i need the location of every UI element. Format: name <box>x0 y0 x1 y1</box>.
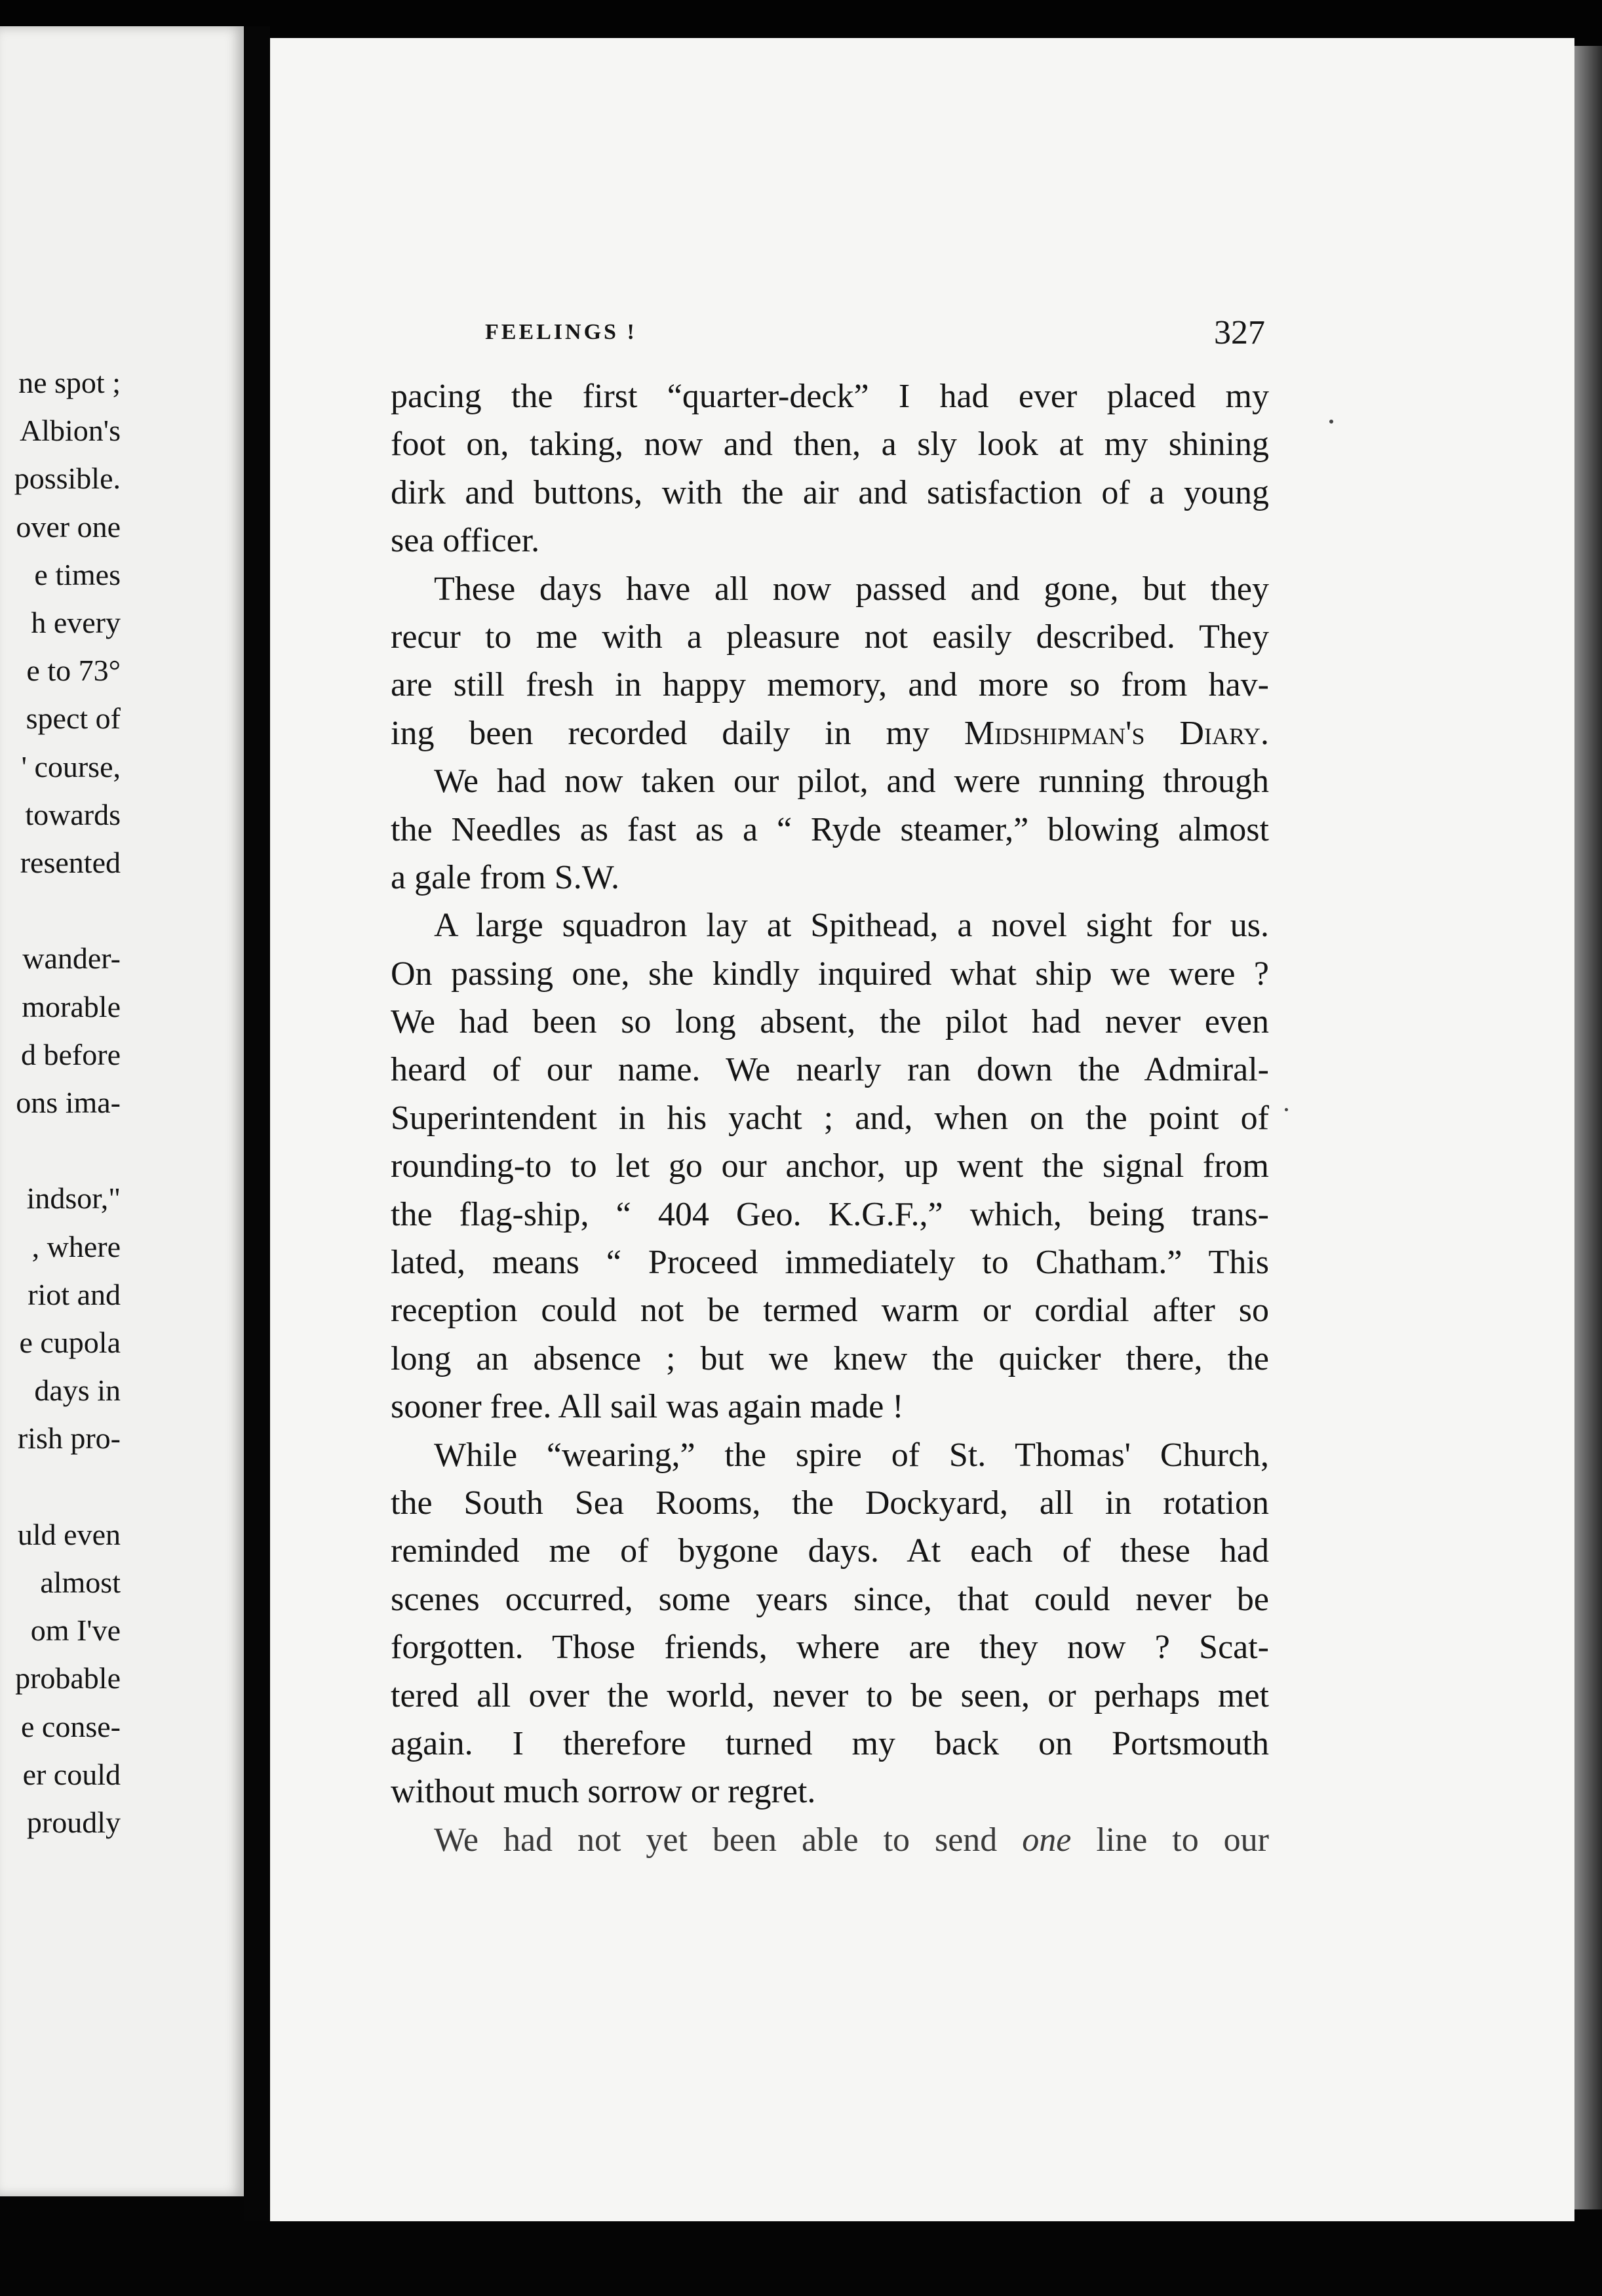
left-page-line: , where <box>31 1229 121 1263</box>
left-page-line: almost <box>40 1566 121 1599</box>
text-line: sooner free. All sail was again made ! <box>391 1388 904 1426</box>
text-line: foot on, taking, now and then, a sly look at my shining <box>391 426 1269 464</box>
text-line: the Needles as fast as a “ Ryde steamer,” blowing almost <box>391 810 1269 848</box>
left-page-line: d before <box>21 1037 121 1071</box>
left-page-line: over one <box>16 509 121 544</box>
text-line-with-smallcaps <box>391 709 1269 757</box>
text-line: sea officer. <box>391 522 540 560</box>
left-page-line: om I've <box>30 1613 121 1648</box>
text-line-with-italic <box>391 1816 1269 1864</box>
paragraph-2 <box>391 565 1269 758</box>
left-page-line: probable <box>15 1661 121 1695</box>
paragraph-1 <box>391 372 1269 565</box>
text-line: scenes occurred, some years since, that could never be <box>391 1580 1269 1618</box>
diary-title: Midshipman's Diary. <box>964 714 1269 752</box>
text-line: On passing one, she kindly inquired what ship we were ? <box>391 955 1269 993</box>
text-line: Superintendent in his yacht ; and, when on the point of <box>391 1099 1269 1137</box>
text-line: rounding-to to let go our anchor, up went the signal from <box>391 1147 1269 1185</box>
book-gutter <box>244 26 270 2229</box>
page-header <box>485 313 1265 359</box>
left-page-line: proudly <box>26 1806 121 1839</box>
text-line: A large squadron lay at Spithead, a novel sight for us. <box>434 907 1269 945</box>
left-page-line: morable <box>22 989 121 1023</box>
text-line: tered all over the world, never to be seen, or perhaps met <box>391 1676 1269 1714</box>
text-line: We had been so long absent, the pilot had never even <box>391 1003 1269 1041</box>
left-page-line: ons ima- <box>16 1086 121 1119</box>
text-line: reception could not be termed warm or cordial after so <box>391 1292 1269 1330</box>
text-line: pacing the first “quarter-deck” I had ever placed my <box>391 378 1269 415</box>
scan-speck <box>1285 1108 1288 1111</box>
text-line: the South Sea Rooms, the Dockyard, all in rotation <box>391 1484 1269 1522</box>
text-line: forgotten. Those friends, where are they now ? Scat- <box>391 1629 1269 1667</box>
text-line-start: We had not yet been able to send <box>434 1821 1023 1859</box>
text-line: reminded me of bygone days. At each of these had <box>391 1532 1269 1570</box>
left-page-line: possible. <box>14 462 121 496</box>
text-line-end: line to our <box>1071 1821 1269 1859</box>
left-page-line: spect of <box>26 702 121 736</box>
text-line-start: ing been recorded daily in my <box>391 714 964 752</box>
text-line: without much sorrow or regret. <box>391 1773 816 1811</box>
paragraph-3 <box>391 757 1269 901</box>
left-page-line: towards <box>25 797 121 831</box>
emphasized-word: one <box>1022 1821 1072 1859</box>
left-page-line: resented <box>20 846 121 879</box>
text-line: heard of our name. We nearly ran down the Admiral- <box>391 1051 1269 1089</box>
text-line: lated, means “ Proceed immediately to Chatham.” This <box>391 1244 1269 1282</box>
text-line: dirk and buttons, with the air and satisfaction of a young <box>391 473 1269 511</box>
text-line: long an absence ; but we knew the quicker there, the <box>391 1339 1269 1377</box>
left-page-line: e conse- <box>21 1709 121 1743</box>
left-page-line: e to 73° <box>26 654 121 688</box>
scan-speck <box>1329 420 1333 424</box>
page-number: 327 <box>1214 314 1265 351</box>
paragraph-4 <box>391 901 1269 1431</box>
left-page-line: wander- <box>22 941 121 976</box>
right-page-edge-shadow <box>1574 46 1602 2209</box>
text-line: a gale from S.W. <box>391 858 619 896</box>
paragraph-5 <box>391 1431 1269 1816</box>
text-line: the flag-ship, “ 404 Geo. K.G.F.,” which, being trans- <box>391 1195 1269 1233</box>
left-page-line: e times <box>34 557 121 591</box>
left-page-line: h every <box>31 606 121 639</box>
left-page-line: uld even <box>17 1517 121 1551</box>
body-text <box>391 372 1269 1864</box>
text-line: While “wearing,” the spire of St. Thomas' Church, <box>434 1436 1269 1474</box>
text-line: recur to me with a pleasure not easily described. They <box>391 618 1269 656</box>
left-page-line: indsor," <box>26 1181 121 1216</box>
running-head: FEELINGS ! <box>485 320 637 344</box>
left-page-line: days in <box>34 1374 121 1408</box>
text-line: These days have all now passed and gone, but they <box>434 570 1269 608</box>
scan-bottom-border <box>0 2221 1602 2296</box>
left-page-line: e cupola <box>19 1326 121 1359</box>
text-line: We had now taken our pilot, and were running through <box>434 762 1269 801</box>
left-page-line: rish pro- <box>17 1421 121 1455</box>
paragraph-6 <box>391 1816 1269 1864</box>
left-page-line: Albion's <box>20 414 121 448</box>
left-page-line: ne spot ; <box>18 366 121 399</box>
left-page-line: ' course, <box>21 749 121 783</box>
left-page-line: riot and <box>28 1277 121 1311</box>
text-line: are still fresh in happy memory, and more so from hav- <box>391 666 1269 704</box>
left-page-line: er could <box>22 1757 121 1791</box>
text-line: again. I therefore turned my back on Portsmouth <box>391 1724 1269 1762</box>
